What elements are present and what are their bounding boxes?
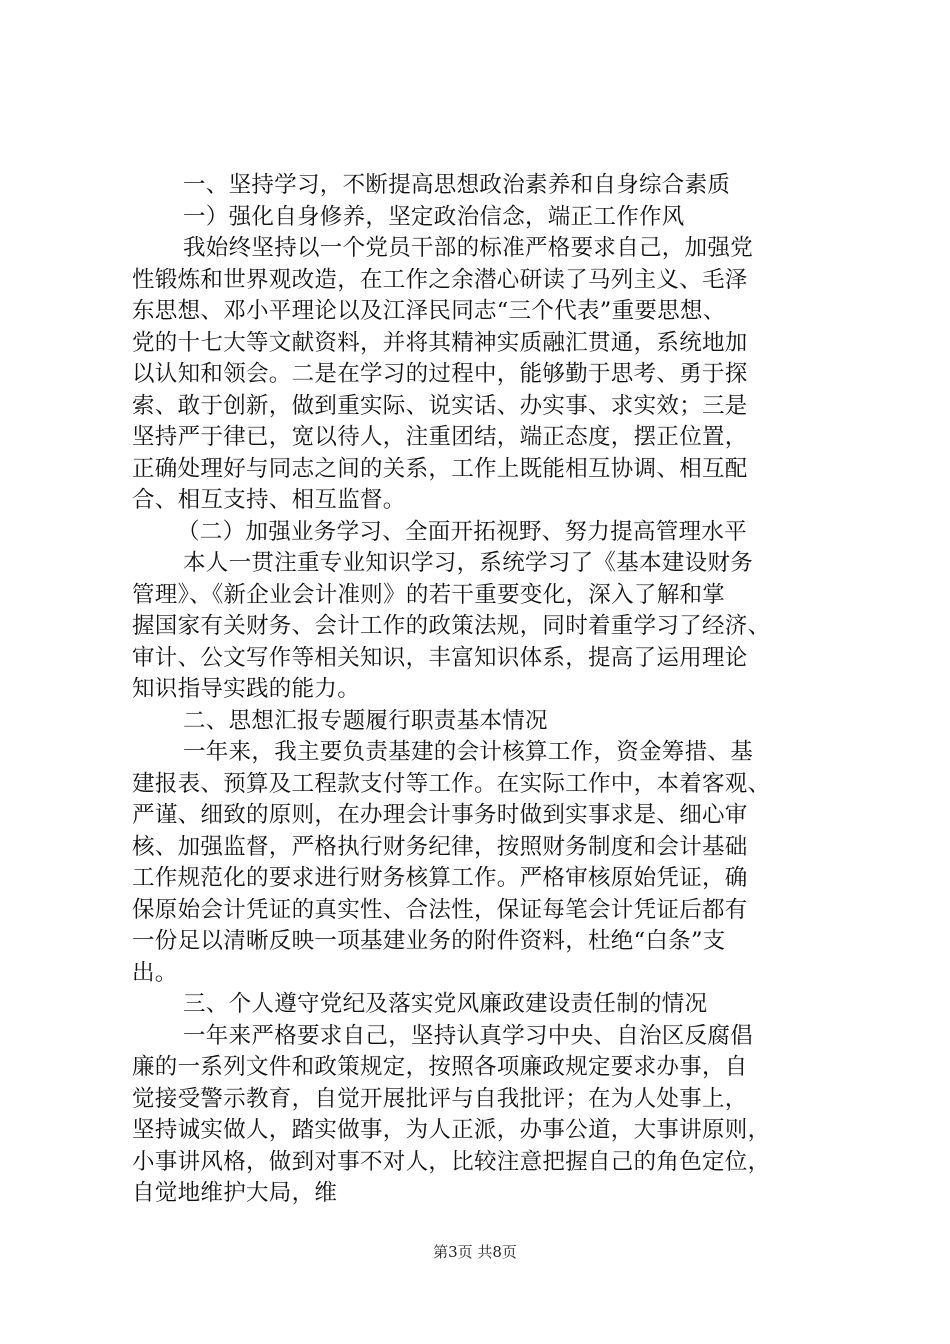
text-line: 审计、公文写作等相关知识，丰富知识体系，提高了运用理论 (132, 644, 748, 671)
text-line: 知识指导实践的能力。 (132, 676, 361, 702)
text-line: 坚持诚实做人，踏实做事，为人正派，办事公道，大事讲原则， (132, 1117, 771, 1143)
text-line: 一份足以清晰反映一项基建业务的附件资料，杜绝“白条”支 (132, 928, 726, 954)
text-line: 工作规范化的要求进行财务核算工作。严格审核原始凭证，确 (132, 865, 748, 891)
text-line: 我始终坚持以一个党员干部的标准严格要求自己，加强党 (183, 235, 754, 261)
text-line: 本人一贯注重专业知识学习，系统学习了《基本建设财务 (183, 550, 754, 576)
text-line: 合、相互支持、相互监督。 (132, 487, 406, 513)
text-line: 出。 (132, 959, 178, 986)
text-line: 小事讲风格，做到对事不对人，比较注意把握自己的角色定位， (132, 1148, 771, 1175)
text-line: 自觉地维护大局，维 (132, 1180, 338, 1206)
text-line: 以认知和领会。二是在学习的过程中，能够勤于思考、勇于探 (132, 361, 748, 387)
text-line: 三、个人遵守党纪及落实党风廉政建设责任制的情况 (183, 991, 708, 1017)
text-line: 党的十七大等文献资料，并将其精神实质融汇贯通，系统地加 (132, 329, 748, 356)
text-line: （二）加强业务学习、全面开拓视野、努力提高管理水平 (177, 518, 748, 545)
text-line: 建报表、预算及工程款支付等工作。在实际工作中，本着客观、 (132, 770, 771, 797)
text-line: 二、思想汇报专题履行职责基本情况 (183, 707, 548, 734)
page-footer: 第3页 共8页 (433, 1243, 517, 1261)
document-body (132, 170, 832, 1210)
text-line: 东思想、邓小平理论以及江泽民同志“三个代表”重要思想、 (132, 298, 726, 324)
text-line: 一年来严格要求自己，坚持认真学习中央、自治区反腐倡 (183, 1022, 754, 1049)
text-line: 一、坚持学习，不断提高思想政治素养和自身综合素质 (183, 172, 731, 198)
text-line: 保原始会计凭证的真实性、合法性，保证每笔会计凭证后都有 (132, 896, 748, 923)
text-line: 管理》、《新企业会计准则》的若干重要变化，深入了解和掌 (132, 581, 726, 608)
text-line: 廉的一系列文件和政策规定，按照各项廉政规定要求办事，自 (132, 1054, 748, 1080)
text-line: 一年来，我主要负责基建的会计核算工作，资金筹措、基 (183, 739, 754, 765)
text-line: 坚持严于律已，宽以待人，注重团结，端正态度，摆正位置， (132, 424, 748, 450)
text-line: 正确处理好与同志之间的关系，工作上既能相互协调、相互配 (132, 455, 748, 482)
text-line: 一）强化自身修养，坚定政治信念，端正工作作风 (183, 203, 685, 230)
text-line: 严谨、细致的原则，在办理会计事务时做到实事求是、细心审 (132, 802, 748, 828)
text-line: 握国家有关财务、会计工作的政策法规，同时着重学习了经济、 (132, 613, 771, 639)
text-line: 索、敢于创新，做到重实际、说实话、办实事、求实效；三是 (132, 392, 748, 419)
text-line: 觉接受警示教育，自觉开展批评与自我批评；在为人处事上， (132, 1085, 748, 1112)
text-line: 性锻炼和世界观改造，在工作之余潜心研读了马列主义、毛泽 (132, 266, 748, 293)
text-line: 核、加强监督，严格执行财务纪律，按照财务制度和会计基础 (132, 833, 748, 860)
